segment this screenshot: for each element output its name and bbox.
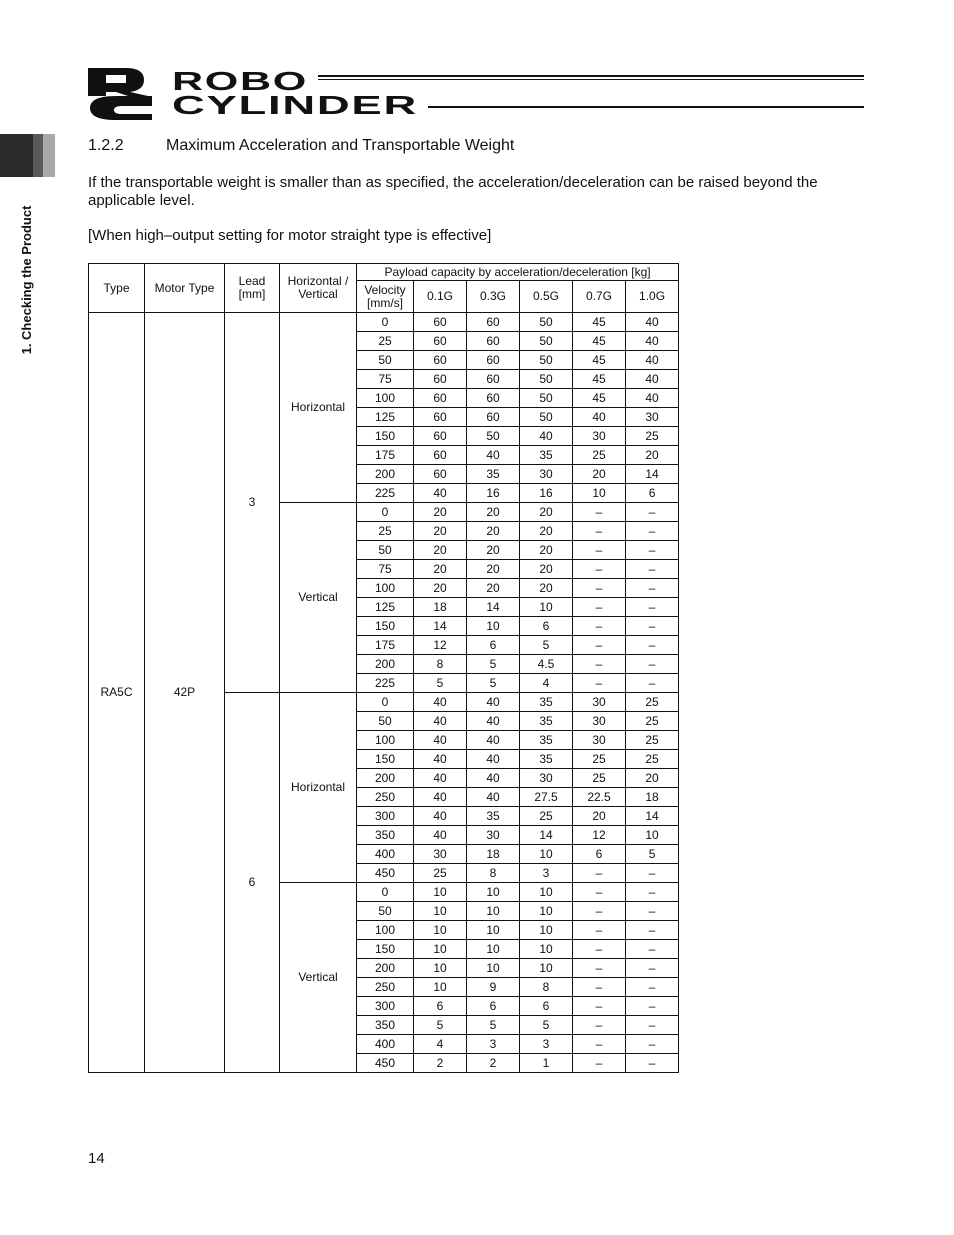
- cell-payload: 10: [520, 883, 573, 902]
- cell-payload: –: [573, 864, 626, 883]
- cell-payload: 60: [414, 389, 467, 408]
- cell-payload: 10: [414, 902, 467, 921]
- cell-payload: 60: [467, 351, 520, 370]
- cell-payload: 40: [467, 712, 520, 731]
- header-velocity: Velocity [mm/s]: [357, 281, 414, 313]
- cell-payload: 40: [414, 807, 467, 826]
- cell-payload: 60: [414, 427, 467, 446]
- cell-velocity: 150: [357, 750, 414, 769]
- cell-payload: 10: [467, 921, 520, 940]
- cell-payload: 10: [414, 921, 467, 940]
- cell-payload: –: [626, 579, 679, 598]
- cell-payload: 20: [414, 579, 467, 598]
- cell-payload: 25: [626, 693, 679, 712]
- cell-payload: 20: [626, 769, 679, 788]
- cell-payload: 60: [414, 332, 467, 351]
- cell-velocity: 350: [357, 826, 414, 845]
- cell-payload: 2: [414, 1054, 467, 1073]
- chapter-tab-shade: [33, 134, 43, 177]
- cell-velocity: 450: [357, 1054, 414, 1073]
- cell-velocity: 150: [357, 940, 414, 959]
- payload-table: [88, 263, 679, 1073]
- cell-payload: 50: [520, 313, 573, 332]
- header-rule-thin: [318, 79, 864, 80]
- cell-payload: 6: [626, 484, 679, 503]
- cell-payload: –: [573, 1016, 626, 1035]
- cell-payload: 30: [414, 845, 467, 864]
- cell-payload: 10: [414, 959, 467, 978]
- cell-velocity: 25: [357, 522, 414, 541]
- cell-payload: 16: [520, 484, 573, 503]
- cell-payload: 10: [467, 883, 520, 902]
- cell-velocity: 300: [357, 807, 414, 826]
- cell-velocity: 300: [357, 997, 414, 1016]
- cell-payload: 20: [414, 560, 467, 579]
- cell-payload: 27.5: [520, 788, 573, 807]
- cell-payload: 20: [520, 522, 573, 541]
- section-heading: [88, 137, 514, 155]
- cell-type: RA5C: [89, 313, 145, 1073]
- cell-payload: 10: [467, 902, 520, 921]
- cell-payload: –: [573, 902, 626, 921]
- chapter-side-label: 1. Checking the Product: [19, 205, 34, 355]
- cell-velocity: 50: [357, 902, 414, 921]
- cell-payload: –: [573, 636, 626, 655]
- cell-payload: 50: [520, 332, 573, 351]
- cell-payload: 25: [626, 731, 679, 750]
- cell-velocity: 125: [357, 598, 414, 617]
- cell-payload: –: [573, 1035, 626, 1054]
- cell-payload: 60: [414, 446, 467, 465]
- cell-payload: 20: [573, 465, 626, 484]
- cell-payload: 20: [520, 541, 573, 560]
- cell-payload: 40: [414, 712, 467, 731]
- cell-payload: 20: [467, 541, 520, 560]
- cell-payload: –: [573, 978, 626, 997]
- cell-payload: 60: [414, 351, 467, 370]
- cell-payload: 35: [520, 750, 573, 769]
- cell-payload: –: [626, 674, 679, 693]
- cell-payload: 40: [467, 788, 520, 807]
- cell-velocity: 200: [357, 465, 414, 484]
- cell-payload: 40: [467, 693, 520, 712]
- cell-payload: 1: [520, 1054, 573, 1073]
- cell-payload: –: [626, 655, 679, 674]
- cell-payload: 60: [414, 313, 467, 332]
- cell-velocity: 200: [357, 655, 414, 674]
- cell-payload: 18: [467, 845, 520, 864]
- cell-payload: 40: [520, 427, 573, 446]
- cell-velocity: 400: [357, 845, 414, 864]
- cell-payload: 60: [467, 389, 520, 408]
- cell-payload: 14: [520, 826, 573, 845]
- cell-payload: 35: [467, 465, 520, 484]
- cell-payload: 25: [573, 769, 626, 788]
- cell-payload: 10: [520, 598, 573, 617]
- cell-payload: 20: [467, 579, 520, 598]
- cell-payload: 25: [626, 712, 679, 731]
- cell-payload: –: [626, 902, 679, 921]
- cell-payload: 20: [520, 560, 573, 579]
- chapter-tab-highlight: [43, 134, 55, 177]
- cell-payload: 40: [467, 446, 520, 465]
- cell-payload: 5: [467, 1016, 520, 1035]
- cell-payload: 40: [414, 731, 467, 750]
- cell-payload: –: [573, 598, 626, 617]
- section-number: 1.2.2: [88, 137, 124, 154]
- header-orientation: Horizontal / Vertical: [280, 264, 357, 313]
- cell-payload: 40: [573, 408, 626, 427]
- cell-payload: 35: [520, 712, 573, 731]
- cell-payload: 30: [520, 465, 573, 484]
- cell-payload: 8: [520, 978, 573, 997]
- cell-payload: 3: [520, 864, 573, 883]
- cell-payload: 25: [626, 427, 679, 446]
- cell-payload: 3: [467, 1035, 520, 1054]
- cell-payload: –: [626, 1016, 679, 1035]
- header-accel: 0.7G: [573, 281, 626, 313]
- cell-payload: –: [626, 560, 679, 579]
- cell-payload: 30: [573, 427, 626, 446]
- cell-payload: 60: [467, 408, 520, 427]
- cell-payload: 50: [520, 408, 573, 427]
- cell-payload: 20: [414, 503, 467, 522]
- cell-orientation: Vertical: [280, 503, 357, 693]
- cell-payload: 5: [467, 655, 520, 674]
- cell-payload: 20: [467, 560, 520, 579]
- cell-velocity: 175: [357, 446, 414, 465]
- cell-payload: 5: [520, 636, 573, 655]
- cell-payload: 40: [414, 693, 467, 712]
- cell-payload: 4.5: [520, 655, 573, 674]
- condition-note: [When high–output setting for motor straight type is effective]: [88, 227, 492, 244]
- cell-payload: 40: [626, 332, 679, 351]
- cell-payload: 14: [467, 598, 520, 617]
- cell-payload: –: [573, 1054, 626, 1073]
- cell-payload: 40: [626, 370, 679, 389]
- header-payload-group: Payload capacity by acceleration/deceleration [kg]: [357, 264, 679, 281]
- cell-payload: –: [626, 883, 679, 902]
- cell-payload: 10: [467, 617, 520, 636]
- cell-payload: 45: [573, 332, 626, 351]
- cell-payload: –: [626, 1054, 679, 1073]
- cell-velocity: 150: [357, 617, 414, 636]
- cell-payload: 60: [467, 332, 520, 351]
- cell-payload: 20: [626, 446, 679, 465]
- cell-payload: 4: [414, 1035, 467, 1054]
- cell-payload: 30: [467, 826, 520, 845]
- cell-payload: –: [626, 503, 679, 522]
- chapter-tab-marker: [0, 134, 33, 177]
- cell-payload: 8: [467, 864, 520, 883]
- cell-velocity: 100: [357, 389, 414, 408]
- cell-payload: 18: [414, 598, 467, 617]
- cell-payload: 2: [467, 1054, 520, 1073]
- cell-payload: 12: [414, 636, 467, 655]
- header-rule: [318, 75, 864, 77]
- cell-payload: 10: [626, 826, 679, 845]
- cell-payload: 45: [573, 370, 626, 389]
- cell-payload: 6: [467, 997, 520, 1016]
- cell-velocity: 75: [357, 560, 414, 579]
- cell-velocity: 150: [357, 427, 414, 446]
- cell-payload: 10: [520, 845, 573, 864]
- cell-payload: 18: [626, 788, 679, 807]
- cell-payload: 20: [414, 522, 467, 541]
- cell-payload: 30: [520, 769, 573, 788]
- cell-payload: 16: [467, 484, 520, 503]
- header-accel: 1.0G: [626, 281, 679, 313]
- cell-payload: 60: [414, 408, 467, 427]
- cell-payload: 5: [414, 674, 467, 693]
- cell-velocity: 50: [357, 712, 414, 731]
- cell-payload: 20: [573, 807, 626, 826]
- cell-payload: –: [626, 921, 679, 940]
- cell-payload: 30: [573, 731, 626, 750]
- cell-payload: 10: [414, 883, 467, 902]
- logo-robo-text: ROBO: [172, 66, 308, 96]
- cell-payload: –: [626, 959, 679, 978]
- cell-velocity: 0: [357, 503, 414, 522]
- cell-payload: 10: [520, 940, 573, 959]
- cell-payload: 10: [414, 978, 467, 997]
- cell-velocity: 250: [357, 788, 414, 807]
- cell-payload: 20: [520, 579, 573, 598]
- cell-payload: 25: [520, 807, 573, 826]
- cell-payload: –: [626, 1035, 679, 1054]
- section-title: Maximum Acceleration and Transportable Weight: [166, 137, 515, 154]
- cell-payload: –: [573, 674, 626, 693]
- cell-velocity: 100: [357, 731, 414, 750]
- cell-payload: 3: [520, 1035, 573, 1054]
- cell-payload: –: [626, 978, 679, 997]
- cell-velocity: 250: [357, 978, 414, 997]
- cell-payload: 40: [414, 769, 467, 788]
- cell-payload: 40: [414, 826, 467, 845]
- cell-velocity: 0: [357, 693, 414, 712]
- cell-payload: 5: [626, 845, 679, 864]
- cell-payload: 40: [467, 731, 520, 750]
- intro-paragraph: If the transportable weight is smaller than as specified, the acceleration/deceleration can be raised beyond the applicable level.: [88, 174, 818, 209]
- cell-payload: 20: [467, 503, 520, 522]
- cell-payload: 9: [467, 978, 520, 997]
- cell-velocity: 25: [357, 332, 414, 351]
- cell-payload: 35: [520, 693, 573, 712]
- cell-payload: 35: [467, 807, 520, 826]
- cell-payload: –: [573, 997, 626, 1016]
- cell-velocity: 200: [357, 959, 414, 978]
- cell-payload: 40: [467, 750, 520, 769]
- cell-payload: 10: [520, 921, 573, 940]
- cell-payload: 6: [467, 636, 520, 655]
- cell-payload: –: [626, 940, 679, 959]
- cell-payload: –: [573, 541, 626, 560]
- cell-payload: 8: [414, 655, 467, 674]
- cell-payload: 50: [520, 370, 573, 389]
- cell-payload: 40: [467, 769, 520, 788]
- cell-payload: 60: [467, 313, 520, 332]
- cell-orientation: Horizontal: [280, 693, 357, 883]
- cell-payload: 50: [520, 389, 573, 408]
- cell-payload: 25: [573, 446, 626, 465]
- cell-lead: 3: [225, 313, 280, 693]
- cell-velocity: 225: [357, 484, 414, 503]
- cell-payload: 40: [626, 351, 679, 370]
- cell-velocity: 125: [357, 408, 414, 427]
- cell-velocity: 75: [357, 370, 414, 389]
- cell-payload: 10: [520, 902, 573, 921]
- cell-payload: –: [573, 959, 626, 978]
- cell-velocity: 350: [357, 1016, 414, 1035]
- cell-payload: 12: [573, 826, 626, 845]
- header-motor-type: Motor Type: [145, 264, 225, 313]
- cell-payload: 14: [626, 807, 679, 826]
- cell-payload: 10: [467, 940, 520, 959]
- cell-payload: 35: [520, 446, 573, 465]
- cell-payload: 5: [520, 1016, 573, 1035]
- cell-payload: –: [573, 617, 626, 636]
- header-rule-lower: [428, 106, 864, 108]
- cell-payload: 30: [573, 693, 626, 712]
- cell-payload: 4: [520, 674, 573, 693]
- cell-payload: 20: [414, 541, 467, 560]
- cell-lead: 6: [225, 693, 280, 1073]
- cell-velocity: 0: [357, 313, 414, 332]
- cell-velocity: 225: [357, 674, 414, 693]
- cell-payload: 5: [414, 1016, 467, 1035]
- cell-payload: 40: [626, 389, 679, 408]
- cell-velocity: 100: [357, 579, 414, 598]
- cell-payload: 10: [467, 959, 520, 978]
- cell-payload: –: [626, 541, 679, 560]
- cell-payload: –: [573, 921, 626, 940]
- cell-velocity: 0: [357, 883, 414, 902]
- cell-payload: 5: [467, 674, 520, 693]
- cell-payload: –: [573, 503, 626, 522]
- cell-payload: 20: [520, 503, 573, 522]
- cell-payload: 45: [573, 389, 626, 408]
- cell-payload: –: [626, 522, 679, 541]
- cell-payload: 40: [626, 313, 679, 332]
- cell-payload: 25: [414, 864, 467, 883]
- cell-payload: 10: [520, 959, 573, 978]
- cell-payload: 10: [414, 940, 467, 959]
- cell-velocity: 175: [357, 636, 414, 655]
- header-lead: Lead [mm]: [225, 264, 280, 313]
- cell-payload: 6: [520, 997, 573, 1016]
- cell-payload: –: [573, 579, 626, 598]
- cell-velocity: 50: [357, 541, 414, 560]
- page-number: 14: [88, 1150, 105, 1167]
- cell-velocity: 50: [357, 351, 414, 370]
- header-type: Type: [89, 264, 145, 313]
- cell-motor-type: 42P: [145, 313, 225, 1073]
- cell-payload: 50: [520, 351, 573, 370]
- cell-payload: –: [573, 560, 626, 579]
- cell-payload: 40: [414, 750, 467, 769]
- cell-payload: –: [626, 598, 679, 617]
- cell-orientation: Vertical: [280, 883, 357, 1073]
- cell-payload: 25: [626, 750, 679, 769]
- cell-payload: 30: [573, 712, 626, 731]
- cell-payload: –: [573, 883, 626, 902]
- cell-payload: 30: [626, 408, 679, 427]
- cell-payload: 6: [573, 845, 626, 864]
- cell-payload: 6: [414, 997, 467, 1016]
- cell-payload: –: [626, 997, 679, 1016]
- cell-payload: 60: [414, 370, 467, 389]
- cell-payload: 40: [414, 788, 467, 807]
- cell-payload: 45: [573, 313, 626, 332]
- cell-velocity: 100: [357, 921, 414, 940]
- cell-velocity: 200: [357, 769, 414, 788]
- header-accel: 0.3G: [467, 281, 520, 313]
- cell-payload: –: [626, 617, 679, 636]
- cell-payload: 45: [573, 351, 626, 370]
- logo-cylinder-text: CYLINDER: [172, 90, 418, 120]
- cell-payload: –: [573, 655, 626, 674]
- cell-velocity: 400: [357, 1035, 414, 1054]
- cell-payload: 60: [414, 465, 467, 484]
- cell-payload: 50: [467, 427, 520, 446]
- cell-payload: 14: [626, 465, 679, 484]
- cell-payload: 10: [573, 484, 626, 503]
- cell-payload: 6: [520, 617, 573, 636]
- cell-velocity: 450: [357, 864, 414, 883]
- cell-payload: 22.5: [573, 788, 626, 807]
- cell-orientation: Horizontal: [280, 313, 357, 503]
- cell-payload: 20: [467, 522, 520, 541]
- header-accel: 0.1G: [414, 281, 467, 313]
- cell-payload: –: [626, 636, 679, 655]
- cell-payload: 25: [573, 750, 626, 769]
- cell-payload: 60: [467, 370, 520, 389]
- cell-payload: 14: [414, 617, 467, 636]
- header-accel: 0.5G: [520, 281, 573, 313]
- cell-payload: –: [573, 522, 626, 541]
- cell-payload: –: [626, 864, 679, 883]
- cell-payload: –: [573, 940, 626, 959]
- cell-payload: 40: [414, 484, 467, 503]
- cell-payload: 35: [520, 731, 573, 750]
- table-row: [89, 313, 679, 332]
